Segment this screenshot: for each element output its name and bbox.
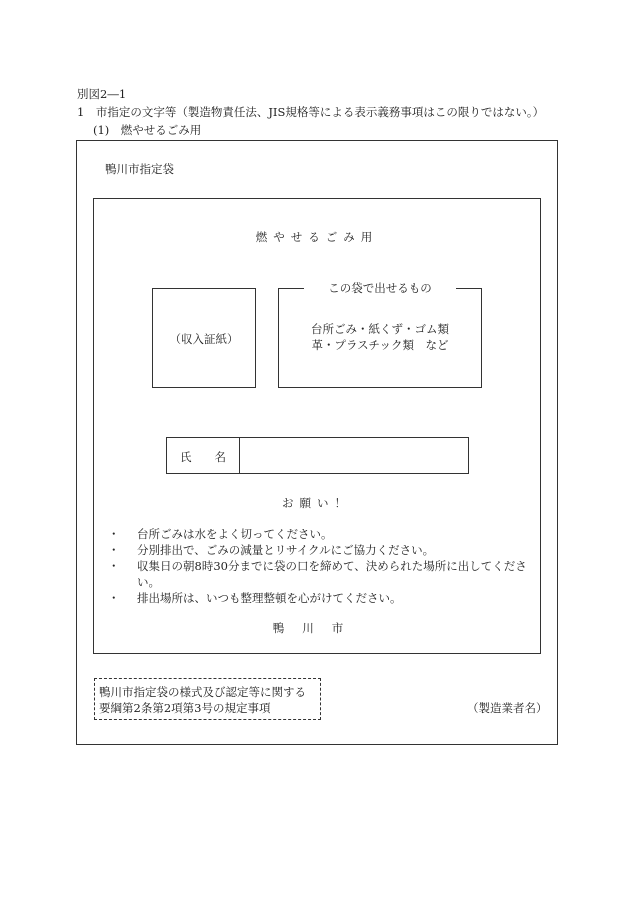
notice-item: ・ 分別排出で、ごみの減量とリサイクルにご協力ください。 (112, 542, 544, 558)
notice-list (112, 526, 544, 606)
notice-item: ・ 台所ごみは水をよく切ってください。 (112, 526, 544, 542)
regulation-note-line1: 鴨川市指定袋の様式及び認定等に関する (99, 685, 306, 699)
manufacturer-label: （製造業者名） (467, 701, 548, 715)
items-line1: 台所ごみ・紙くず・ゴム類 (311, 322, 449, 336)
regulation-note-line2: 要綱第2条第2項第3号の規定事項 (99, 701, 271, 715)
notice-item: ・ 排出場所は、いつも整理整頓を心がけてください。 (112, 590, 544, 606)
notice-item: ・ 収集日の朝8時30分までに袋の口を締めて、決められた場所に出してください。 (112, 558, 544, 590)
stamp-box-label: （収入証紙） (169, 332, 239, 346)
city-name: 鴨川市 (272, 621, 362, 635)
subsection-heading: (1) 燃やせるごみ用 (93, 123, 202, 137)
name-label: 氏 名 (180, 450, 226, 464)
items-line2: 革・プラスチック類 など (311, 338, 449, 352)
items-legend: この袋で出せるもの (304, 280, 456, 296)
section-heading: 1 市指定の文字等（製造物責任法、JIS規格等による表示義務事項はこの限りではない。） (77, 105, 545, 119)
notice-heading: お願い！ (282, 496, 352, 510)
brand-label: 鴨川市指定袋 (105, 162, 174, 176)
bag-title: 燃やせるごみ用 (255, 230, 379, 244)
figure-label: 別図2―1 (77, 87, 127, 101)
